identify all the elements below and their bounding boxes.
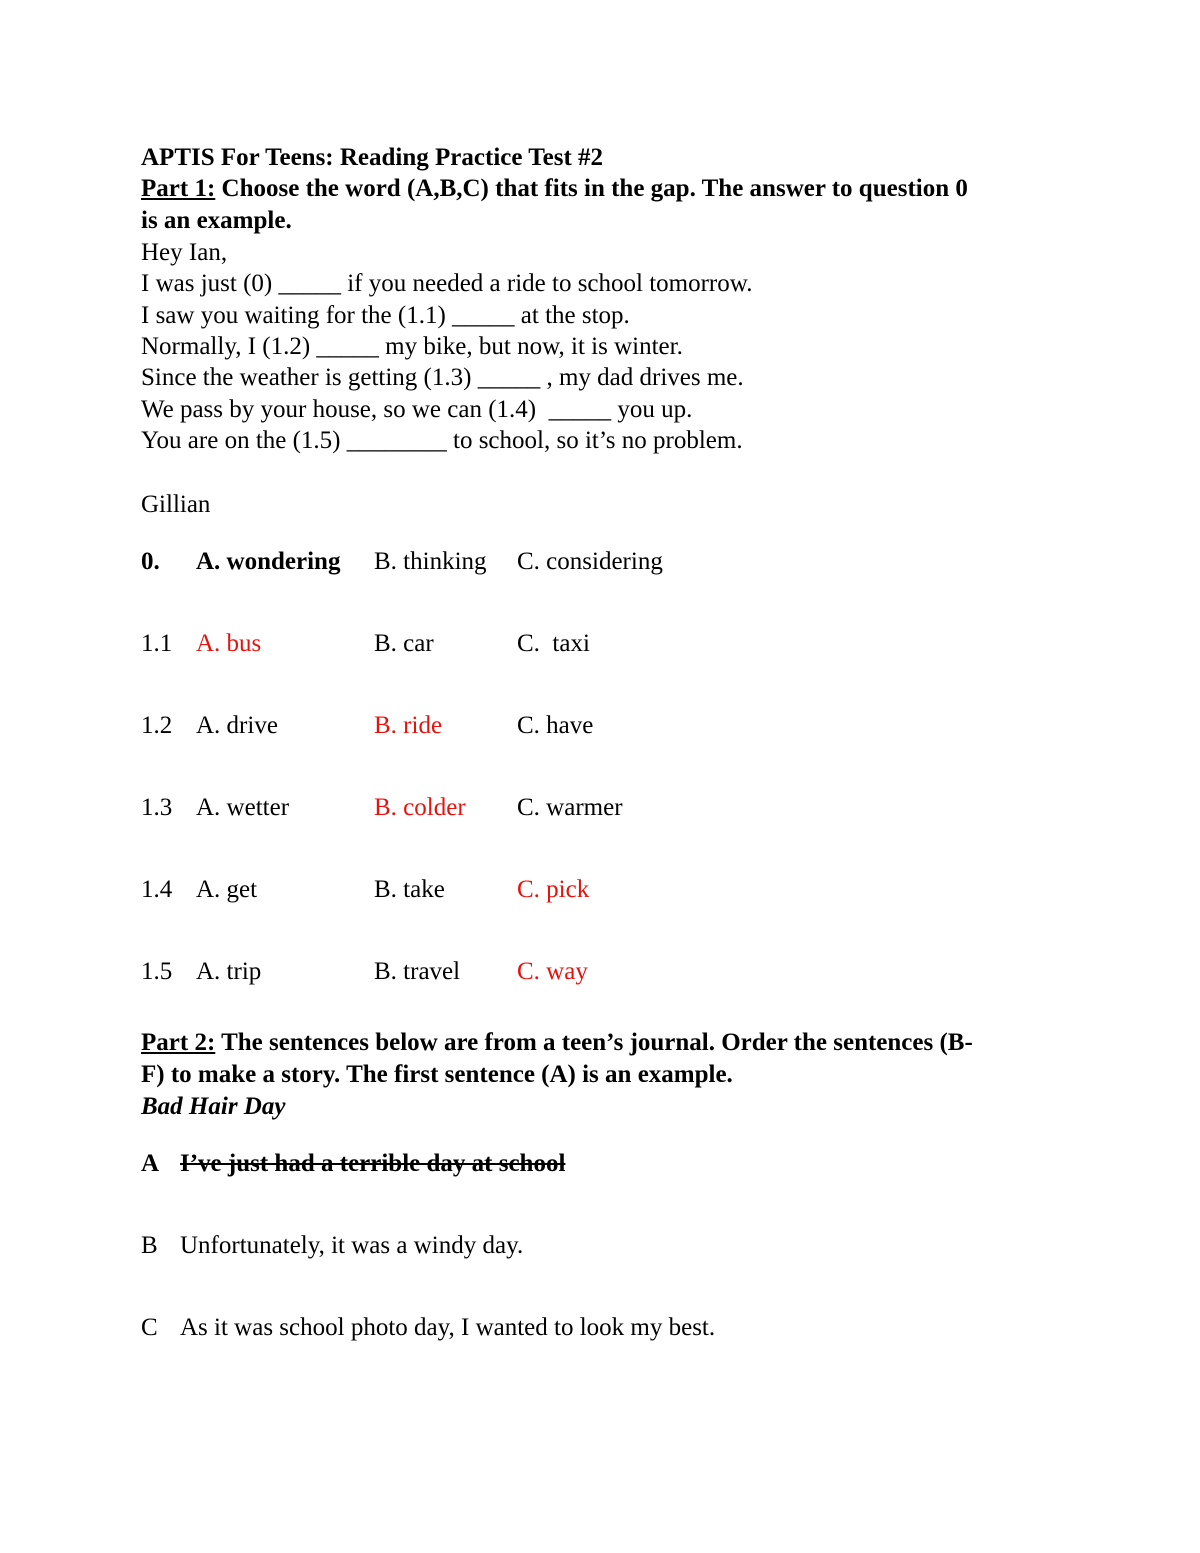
question-row bbox=[141, 710, 1041, 742]
question-number: 1.4 bbox=[141, 876, 173, 903]
letter-line: We pass by your house, so we can (1.4) _____ you up. bbox=[141, 396, 693, 423]
sentence-letter: B bbox=[141, 1232, 158, 1259]
letter-line: I was just (0) _____ if you needed a ride to school tomorrow. bbox=[141, 270, 753, 297]
example-sentence bbox=[141, 1148, 565, 1180]
letter-line: I saw you waiting for the (1.1) _____ at the stop. bbox=[141, 302, 630, 329]
part2-instruction-text: The sentences below are from a teen’s journal. Order the sentences (B- bbox=[215, 1029, 973, 1056]
option-c: C. considering bbox=[517, 548, 663, 575]
question-row bbox=[141, 628, 1041, 660]
sentence-text: Unfortunately, it was a windy day. bbox=[180, 1232, 524, 1259]
question-row bbox=[141, 792, 1041, 824]
part2-instruction-cont: F) to make a story. The first sentence (A) is an example. bbox=[141, 1061, 733, 1088]
question-number: 1.1 bbox=[141, 630, 173, 657]
option-c: C. pick bbox=[517, 876, 590, 903]
part1-instruction-text: Choose the word (A,B,C) that fits in the gap. The answer to question 0 bbox=[215, 175, 968, 202]
option-a: A. wondering bbox=[196, 548, 341, 575]
option-b: B. ride bbox=[374, 712, 443, 739]
option-a: A. get bbox=[196, 876, 258, 903]
letter-signature: Gillian bbox=[141, 491, 211, 518]
question-number: 0. bbox=[141, 548, 160, 575]
question-number: 1.2 bbox=[141, 712, 173, 739]
sentence-letter: C bbox=[141, 1314, 158, 1341]
option-a: A. bus bbox=[196, 630, 262, 657]
option-c: C. way bbox=[517, 958, 588, 985]
sentence-text: I’ve just had a terrible day at school bbox=[180, 1150, 566, 1177]
option-b: B. colder bbox=[374, 794, 466, 821]
option-c: C. have bbox=[517, 712, 594, 739]
question-number: 1.3 bbox=[141, 794, 173, 821]
option-b: B. take bbox=[374, 876, 445, 903]
letter-line: Normally, I (1.2) _____ my bike, but now, it is winter. bbox=[141, 333, 683, 360]
part2-label: Part 2: bbox=[141, 1029, 216, 1056]
letter-greeting: Hey Ian, bbox=[141, 239, 228, 266]
question-row bbox=[141, 956, 1041, 988]
option-a: A. wetter bbox=[196, 794, 290, 821]
option-c: C. warmer bbox=[517, 794, 623, 821]
part1-instruction bbox=[141, 173, 968, 205]
option-b: B. thinking bbox=[374, 548, 487, 575]
page-title: APTIS For Teens: Reading Practice Test #2 bbox=[141, 144, 604, 171]
letter-line: You are on the (1.5) ________ to school, so it’s no problem. bbox=[141, 427, 743, 454]
letter-line: Since the weather is getting (1.3) _____ , my dad drives me. bbox=[141, 364, 744, 391]
sentence-item bbox=[141, 1230, 523, 1262]
sentence-text: As it was school photo day, I wanted to look my best. bbox=[180, 1314, 716, 1341]
example-question-row bbox=[141, 546, 1041, 578]
part1-label: Part 1: bbox=[141, 175, 216, 202]
option-b: B. travel bbox=[374, 958, 461, 985]
sentence-item bbox=[141, 1312, 715, 1344]
option-c: C. taxi bbox=[517, 630, 590, 657]
story-title: Bad Hair Day bbox=[141, 1093, 286, 1120]
question-row bbox=[141, 874, 1041, 906]
option-b: B. car bbox=[374, 630, 434, 657]
option-a: A. trip bbox=[196, 958, 262, 985]
sentence-letter: A bbox=[141, 1150, 160, 1177]
question-number: 1.5 bbox=[141, 958, 173, 985]
option-a: A. drive bbox=[196, 712, 278, 739]
part2-instruction bbox=[141, 1027, 973, 1059]
part1-instruction-cont: is an example. bbox=[141, 207, 292, 234]
